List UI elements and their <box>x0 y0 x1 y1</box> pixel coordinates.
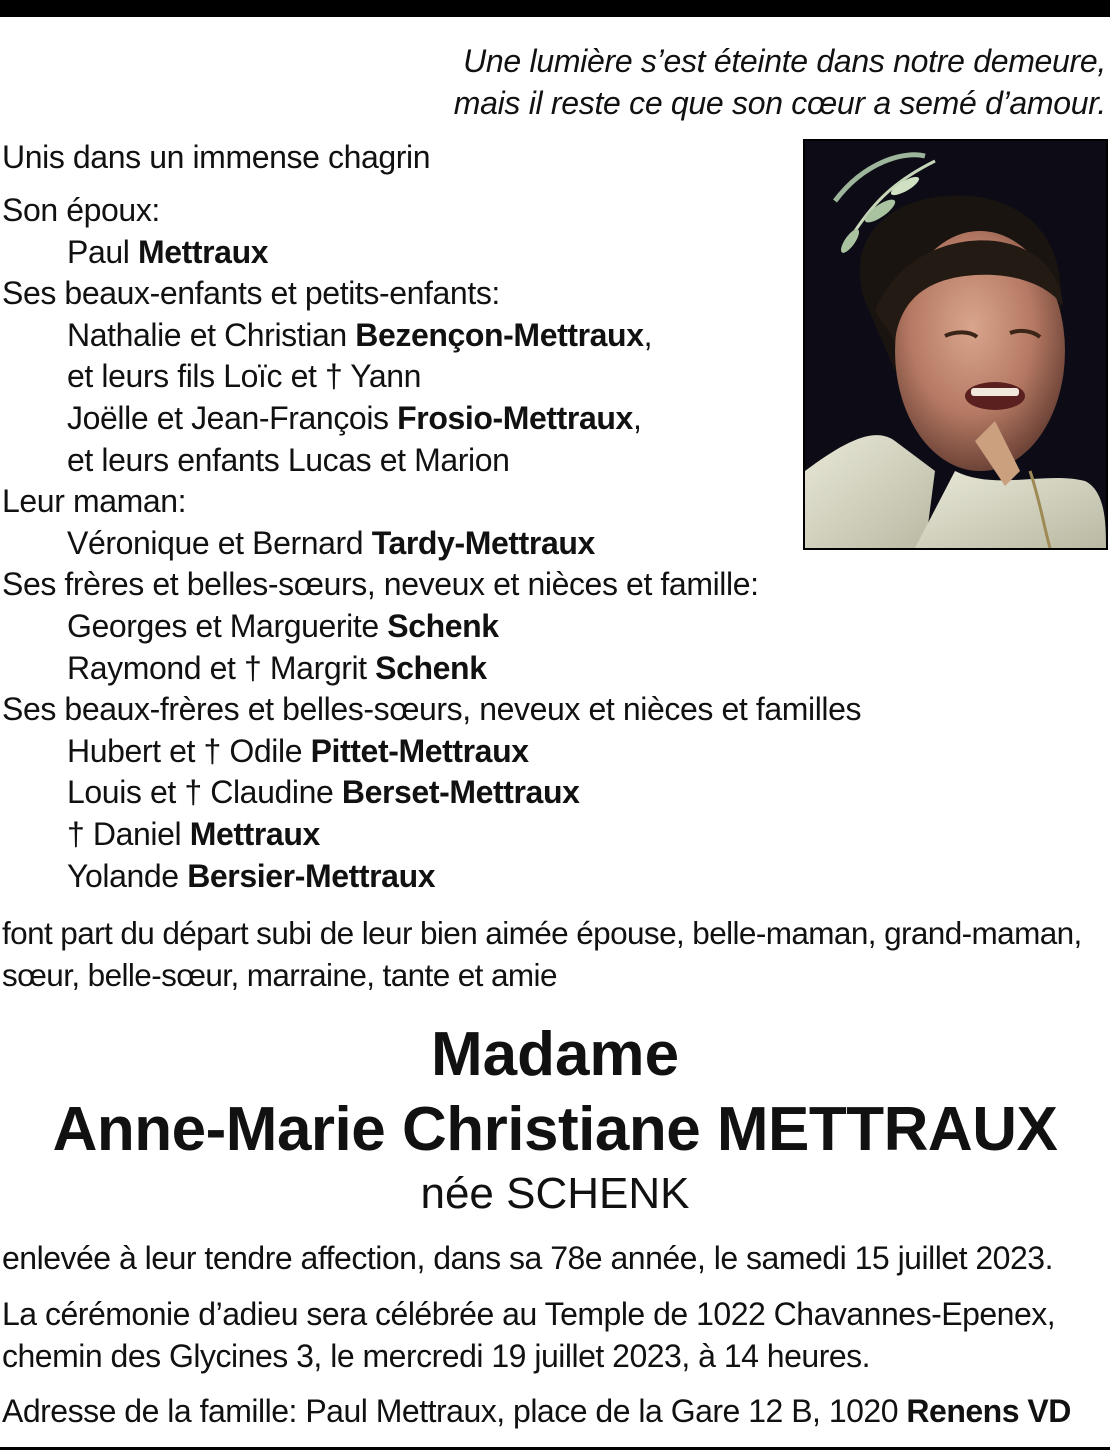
portrait-image <box>805 141 1106 548</box>
family-surname: Mettraux <box>137 233 269 270</box>
family-member-line <box>2 315 861 357</box>
family-group-heading <box>2 273 861 315</box>
epigraph-line-2: mais il reste ce que son cœur a semé d’amour. <box>453 85 1106 121</box>
family-member-line <box>2 356 861 398</box>
ceremony-line-2: chemin des Glycines 3, le mercredi 19 juillet 2023, à 14 heures. <box>2 1338 871 1374</box>
family-line-text: Louis et † Claudine <box>67 774 342 811</box>
ceremony-line-1: La cérémonie d’adieu sera célébrée au Temple de 1022 Chavannes-Epenex, <box>2 1296 1056 1332</box>
announcement-line-1: font part du départ subi de leur bien aimée épouse, belle-maman, grand-maman, <box>2 915 1082 951</box>
family-group-heading <box>2 481 861 523</box>
bottom-rule <box>0 1447 1110 1450</box>
family-line-text: Nathalie et Christian <box>67 316 356 353</box>
family-line-text: Raymond et † Margrit <box>67 649 376 686</box>
deceased-full-name: Anne-Marie Christiane METTRAUX <box>52 1095 1058 1164</box>
family-line-text: Leur maman: <box>2 483 187 520</box>
family-member-line <box>2 856 861 898</box>
death-notice: enlevée à leur tendre affection, dans sa 78e année, le samedi 15 juillet 2023. <box>2 1240 1053 1276</box>
deceased-maiden-name: née SCHENK <box>420 1169 690 1218</box>
family-surname: Frosio-Mettraux <box>397 399 633 436</box>
family-line-text: † Daniel <box>67 815 190 852</box>
family-list <box>2 133 861 897</box>
family-line-text: Yolande <box>67 857 188 894</box>
ceremony-info <box>2 1293 1071 1377</box>
address-text: Adresse de la famille: Paul Mettraux, place de la Gare 12 B, 1020 <box>2 1393 907 1429</box>
address-city: Renens VD <box>906 1393 1071 1429</box>
family-surname: Bersier-Mettraux <box>187 857 436 894</box>
family-line-text: Son époux: <box>2 192 160 228</box>
family-line-text: et leurs fils Loïc et † Yann <box>67 358 422 395</box>
intro-line: Unis dans un immense chagrin <box>2 139 431 175</box>
top-rule <box>0 0 1110 17</box>
family-member-line <box>2 440 861 482</box>
family-line-text: Georges et Marguerite <box>67 607 388 644</box>
family-surname: Schenk <box>387 607 499 644</box>
family-surname: Bezençon-Mettraux <box>355 316 644 353</box>
family-surname: Mettraux <box>189 815 320 852</box>
family-surname: Schenk <box>375 649 487 686</box>
notice-details <box>2 1236 1071 1433</box>
family-line-text: Ses frères et belles-sœurs, neveux et nièces et famille: <box>2 566 759 603</box>
family-member-line <box>2 731 861 773</box>
family-line-text: Ses beaux-enfants et petits-enfants: <box>2 275 500 312</box>
family-line-text: Ses beaux-frères et belles-sœurs, neveux et nièces et familles <box>2 691 862 728</box>
family-surname: Pittet-Mettraux <box>310 732 529 769</box>
family-line-text: Joëlle et Jean-François <box>67 399 398 436</box>
announcement <box>2 912 1082 996</box>
family-member-line <box>2 814 861 856</box>
deceased-name-block <box>0 1018 1110 1220</box>
family-address <box>2 1389 1071 1433</box>
family-surname: Tardy-Mettraux <box>371 524 595 561</box>
family-member-line <box>2 232 861 274</box>
family-member-line <box>2 606 861 648</box>
family-line-text: et leurs enfants Lucas et Marion <box>67 441 510 478</box>
family-member-line <box>2 523 861 565</box>
deceased-title: Madame <box>430 1020 680 1089</box>
family-line-text: Véronique et Bernard <box>67 524 372 561</box>
family-rows <box>2 190 861 897</box>
family-group-heading <box>2 689 861 731</box>
epigraph <box>454 40 1106 124</box>
family-line-text: Hubert et † Odile <box>67 732 311 769</box>
family-line-punctuation: , <box>632 399 642 436</box>
portrait-photo <box>803 139 1108 550</box>
family-member-line <box>2 648 861 690</box>
family-surname: Berset-Mettraux <box>341 774 580 811</box>
family-line-punctuation: , <box>643 316 653 353</box>
family-group-heading <box>2 564 861 606</box>
family-group-heading <box>2 190 861 232</box>
epigraph-line-1: Une lumière s’est éteinte dans notre demeure, <box>463 43 1106 79</box>
family-member-line <box>2 398 861 440</box>
family-line-text: Paul <box>67 233 138 270</box>
announcement-line-2: sœur, belle-sœur, marraine, tante et amie <box>2 957 557 993</box>
family-member-line <box>2 772 861 814</box>
